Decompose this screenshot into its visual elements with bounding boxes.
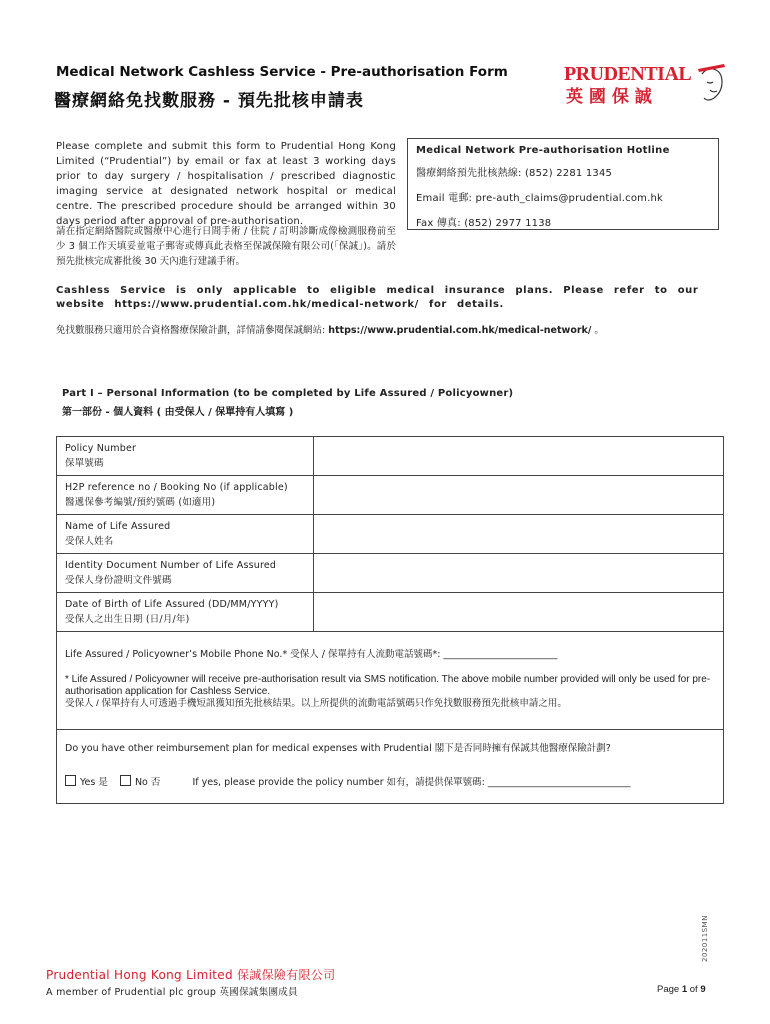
website-link[interactable]: https://www.prudential.com.hk/medical-network/ (328, 325, 592, 336)
part1-title-zh: 第一部份 - 個人資料 ( 由受保人 / 保單持有人填寫 ) (62, 407, 294, 418)
version-code-wrap (701, 915, 748, 970)
yes-checkbox[interactable] (65, 775, 76, 786)
cashless-zh-suffix: 。 (591, 325, 604, 336)
cashless-note-zh (56, 322, 718, 336)
name-field[interactable] (314, 515, 724, 554)
table-row (57, 515, 724, 554)
reimbursement-answer (65, 774, 715, 788)
field-label: Identity Document Number of Life Assured 受保人身份證明文件號碼 (57, 554, 314, 593)
svg-text:英 國 保 誠: 英 國 保 誠 (566, 87, 652, 107)
hotline-heading: Medical Network Pre-authorisation Hotline (416, 145, 670, 156)
personal-info-table (56, 436, 724, 632)
table-row (57, 554, 724, 593)
date-of-birth-field[interactable] (314, 593, 724, 632)
mobile-note-en: * Life Assured / Policyowner will receive pre-authorisation result via SMS notification. The above mobile number provided will only be used for pre-authorisation application for Cashless Service. (65, 674, 711, 697)
reimbursement-question: Do you have other reimbursement plan for medical expenses with Prudential 閣下是否同時擁有保誠其他醫療保險計劃? (65, 743, 611, 754)
no-label: No 否 (134, 777, 161, 788)
mobile-phone-field[interactable]: Life Assured / Policyowner’s Mobile Phone No.* 受保人 / 保單持有人流動電話號碼*: ________________________ (65, 649, 558, 660)
mobile-section (56, 632, 724, 730)
hotline-fax: Fax 傳真: (852) 2977 1138 (416, 218, 552, 229)
policy-number-prompt[interactable]: If yes, please provide the policy number 如有，請提供保單號碼: ______________________________ (192, 777, 631, 788)
h2p-reference-field[interactable] (314, 476, 724, 515)
field-label: Date of Birth of Life Assured (DD/MM/YYYY) 受保人之出生日期 (日/月/年) (57, 593, 314, 632)
svg-text:PRUDENTIAL: PRUDENTIAL (564, 63, 692, 85)
id-number-field[interactable] (314, 554, 724, 593)
reimbursement-section (56, 730, 724, 804)
hotline-email: Email 電郵: pre-auth_claims@prudential.com.hk (416, 193, 664, 204)
yes-label: Yes 是 (80, 777, 108, 788)
footer-company: Prudential Hong Kong Limited 保誠保險有限公司 (46, 968, 336, 982)
table-row (57, 593, 724, 632)
cashless-note-en: Cashless Service is only applicable to eligible medical insurance plans. Please refer to our website https://www.prudential.com.hk/medical-network/ for details. (56, 285, 699, 310)
hotline-phone: 醫療網絡預先批核熱線: (852) 2281 1345 (416, 168, 613, 179)
footer-member: A member of Prudential plc group 英國保誠集團成員 (46, 987, 298, 998)
policy-number-field[interactable] (314, 437, 724, 476)
page-indicator: Page 1 of 9 (657, 984, 706, 995)
part1-title-en: Part I – Personal Information (to be completed by Life Assured / Policyowner) (62, 388, 514, 399)
form-title-en: Medical Network Cashless Service - Pre-authorisation Form (56, 64, 508, 80)
table-row (57, 437, 724, 476)
form-title-zh: 醫療網絡免找數服務 - 預先批核申請表 (54, 91, 364, 111)
version-code: 202011SMN (701, 915, 709, 962)
no-checkbox[interactable] (120, 775, 131, 786)
field-label: H2P reference no / Booking No (if applicable) 醫遞保參考編號/預約號碼 (如適用) (57, 476, 314, 515)
field-label: Policy Number 保單號碼 (57, 437, 314, 476)
cashless-zh-text: 免找數服務只適用於合資格醫療保險計劃，詳情請參閱保誠網站: (56, 325, 329, 336)
prudential-logo (562, 60, 732, 110)
intro-text-zh: 請在指定網絡醫院或醫療中心進行日間手術 / 住院 / 訂明診斷成像檢測服務前至少 3 個工作天填妥並電子郵寄或傳真此表格至保誠保險有限公司(「保誠」)。請於預先批核完成審批後 30 天內進行建議手術。 (56, 226, 396, 267)
hotline-box (407, 138, 719, 230)
intro-text-en: Please complete and submit this form to Prudential Hong Kong Limited (“Prudential”) by email or fax at least 3 working days prior to day surgery / hospitalisation / prescribed diagnostic imaging service at designated network hospital or medical centre. The prescribed procedure should be arranged within 30 days period after approval of pre-authorisation. (56, 141, 396, 227)
field-label: Name of Life Assured 受保人姓名 (57, 515, 314, 554)
mobile-note-zh: 受保人 / 保單持有人可透過手機短訊獲知預先批核結果。以上所提供的流動電話號碼只作免找數服務預先批核申請之用。 (65, 698, 567, 709)
table-row (57, 476, 724, 515)
